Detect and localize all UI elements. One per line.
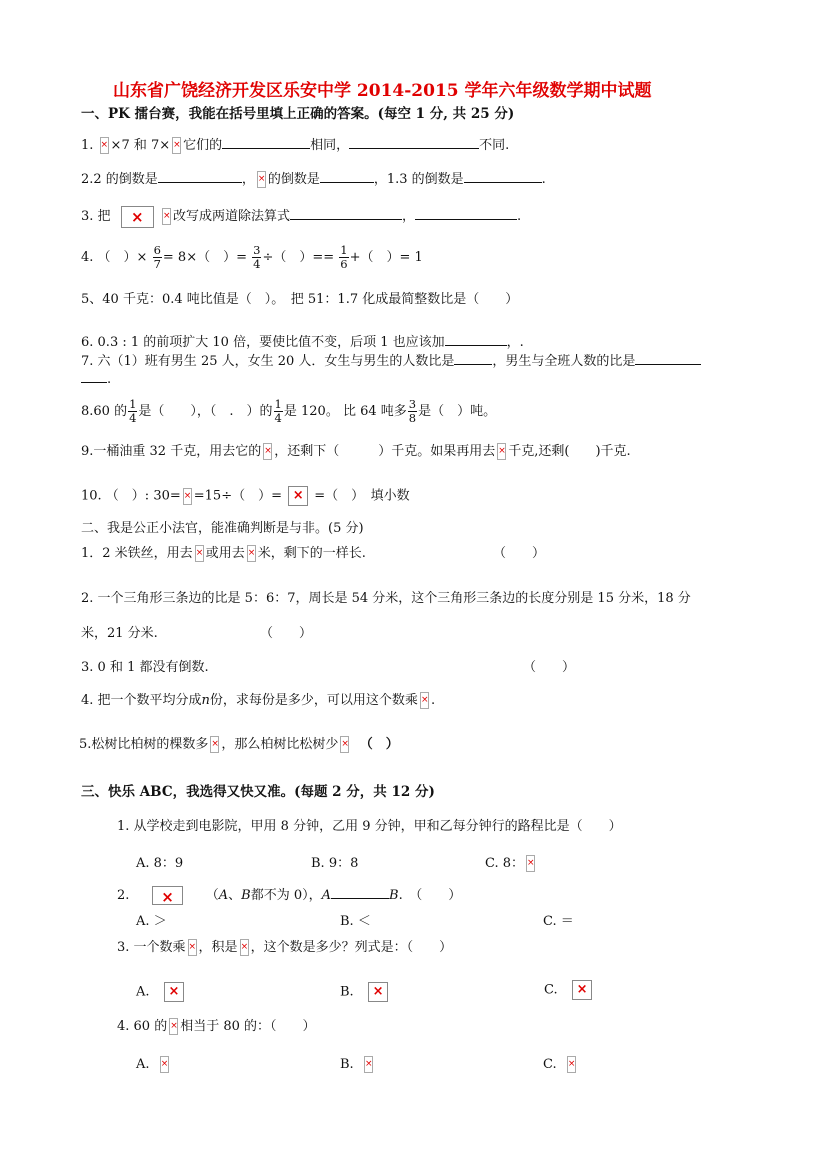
choice-2-option-b[interactable]: B. ＜: [340, 914, 371, 929]
judge-2-continued: 米，21 分米.: [81, 626, 158, 641]
fraction: $\frac{1}{4}$: [274, 397, 282, 425]
broken-image-icon: [567, 1056, 576, 1073]
question-7-continued: .: [81, 368, 111, 389]
broken-image-icon: [195, 545, 204, 562]
question-5: 5、40 千克：0.4 吨比值是（ ）。 把 51：1.7 化成最简整数比是（ ）: [81, 292, 519, 307]
judge-3: 3. 0 和 1 都没有倒数.: [81, 660, 209, 675]
broken-image-icon: [183, 488, 192, 505]
answer-bracket[interactable]: （ ）: [260, 626, 313, 641]
broken-image-icon: [364, 1056, 373, 1073]
broken-image-icon: [288, 486, 308, 506]
judge-5: 5.松树比柏树的棵数多× ，那么柏树比松树少× （ ）: [79, 736, 399, 754]
answer-blank[interactable]: [445, 331, 507, 346]
broken-image-icon: [172, 137, 181, 154]
question-1: 1. × ×7 和 7×× 它们的 相同， 不同.: [81, 134, 509, 155]
answer-blank[interactable]: [290, 205, 402, 220]
broken-image-icon: [160, 1056, 169, 1073]
broken-image-icon: [572, 980, 592, 1000]
question-2: 2.2 的倒数是 ，× 的倒数是 ，1.3 的倒数是 .: [81, 168, 546, 189]
choice-2-option-c[interactable]: C. ＝: [543, 914, 574, 929]
question-6: 6. 0.3 : 1 的前项扩大 10 倍，要使比值不变，后项 1 也应该加 ，.: [81, 331, 524, 352]
fraction: $\frac{3}{8}$: [408, 397, 417, 425]
answer-bracket[interactable]: （ ）: [493, 546, 546, 561]
question-10: 10. （ ）: 30=× =15÷（ ）= × =（ ） 填小数: [81, 486, 410, 506]
choice-3-option-b[interactable]: B. ×: [340, 982, 390, 1002]
broken-image-icon: [263, 443, 272, 460]
broken-image-icon: [164, 982, 184, 1002]
broken-image-icon: [169, 1018, 178, 1035]
choice-1-option-b[interactable]: B. 9：8: [311, 856, 359, 871]
fraction: $\frac{3}{4}$: [253, 243, 261, 271]
section-1-heading: 一、PK 擂台赛，我能在括号里填上正确的答案。(每空 1 分, 共 25 分): [81, 106, 515, 122]
choice-4-option-a[interactable]: A. ×: [136, 1056, 171, 1074]
broken-image-icon: [188, 939, 197, 956]
question-7: 7. 六（1）班有男生 25 人，女生 20 人．女生与男生的人数比是 ，男生与全班人数的比是: [81, 350, 701, 371]
judge-2: 2. 一个三角形三条边的比是 5：6：7，周长是 54 分米，这个三角形三条边的长度分别是 15 分米，18 分: [81, 591, 691, 606]
question-4: 4. （ ）× $\frac{6}{7}$ = 8×（ ）= $\frac{3}{4}$ ÷（ ）== $\frac{1}{6}$ +（ ）= 1: [81, 243, 423, 271]
broken-image-icon: [257, 171, 266, 188]
fraction: $\frac{1}{4}$: [129, 397, 137, 425]
choice-3-option-c[interactable]: C. ×: [544, 980, 594, 1000]
answer-blank[interactable]: [158, 168, 242, 183]
section-2-heading: 二、我是公正小法官，能准确判断是与非。(5 分): [81, 521, 364, 536]
question-3: 3. 把 × × 改写成两道除法算式 ， .: [81, 205, 521, 228]
broken-image-icon: [152, 886, 183, 905]
answer-blank[interactable]: [81, 368, 107, 383]
broken-image-icon: [340, 736, 349, 753]
choice-1-option-a[interactable]: A. 8：9: [136, 856, 184, 871]
section-3-heading: 三、快乐 ABC，我选得又快又准。(每题 2 分，共 12 分): [81, 784, 435, 800]
answer-blank[interactable]: [635, 350, 701, 365]
question-9: 9.一桶油重 32 千克，用去它的× ，还剩下（ ）千克。如果再用去× 千克,还剩( )千克.: [81, 443, 631, 461]
choice-2: 2. × （A、B都不为 0），A B. （ ）: [117, 884, 461, 905]
choice-2-option-a[interactable]: A. ＞: [136, 914, 167, 929]
answer-blank[interactable]: [349, 134, 479, 149]
answer-blank[interactable]: [331, 884, 389, 899]
choice-4-option-b[interactable]: B. ×: [340, 1056, 375, 1074]
broken-image-icon: [240, 939, 249, 956]
page-title: 山东省广饶经济开发区乐安中学 2014-2015 学年六年级数学期中试题: [113, 81, 652, 101]
broken-image-icon: [526, 855, 535, 872]
broken-image-icon: [368, 982, 388, 1002]
broken-image-icon: [497, 443, 506, 460]
fraction: $\frac{1}{6}$: [340, 243, 348, 271]
question-8: 8.60 的 $\frac{1}{4}$ 是（ ），（ . ）的 $\frac{1}{4}$ 是 120。 比 64 吨多 $\frac{3}{8}$ 是（ ）吨。: [81, 397, 497, 425]
choice-4-option-c[interactable]: C. ×: [543, 1056, 578, 1074]
choice-1: 1. 从学校走到电影院，甲用 8 分钟，乙用 9 分钟，甲和乙每分钟行的路程比是（ ）: [117, 819, 622, 834]
choice-1-option-c[interactable]: C. 8：×: [485, 855, 537, 873]
broken-image-icon: [210, 736, 219, 753]
answer-blank[interactable]: [454, 350, 492, 365]
broken-image-icon: [247, 545, 256, 562]
answer-blank[interactable]: [320, 168, 374, 183]
answer-blank[interactable]: [464, 168, 542, 183]
fraction: $\frac{6}{7}$: [153, 243, 161, 271]
broken-image-icon: [162, 208, 171, 225]
broken-image-icon: [121, 206, 154, 228]
broken-image-icon: [420, 692, 429, 709]
judge-4: 4. 把一个数平均分成n份，求每份是多少，可以用这个数乘× .: [81, 692, 435, 710]
broken-image-icon: [100, 137, 109, 154]
answer-blank[interactable]: [415, 205, 517, 220]
choice-3-option-a[interactable]: A. ×: [136, 982, 186, 1002]
choice-3: 3. 一个数乘× ，积是× ，这个数是多少？列式是：（ ）: [117, 939, 452, 957]
choice-4: 4. 60 的× 相当于 80 的：（ ）: [117, 1018, 316, 1036]
answer-bracket[interactable]: （ ）: [523, 660, 576, 675]
answer-blank[interactable]: [222, 134, 310, 149]
judge-1: 1．2 米铁丝，用去× 或用去× 米，剩下的一样长.: [81, 545, 366, 563]
